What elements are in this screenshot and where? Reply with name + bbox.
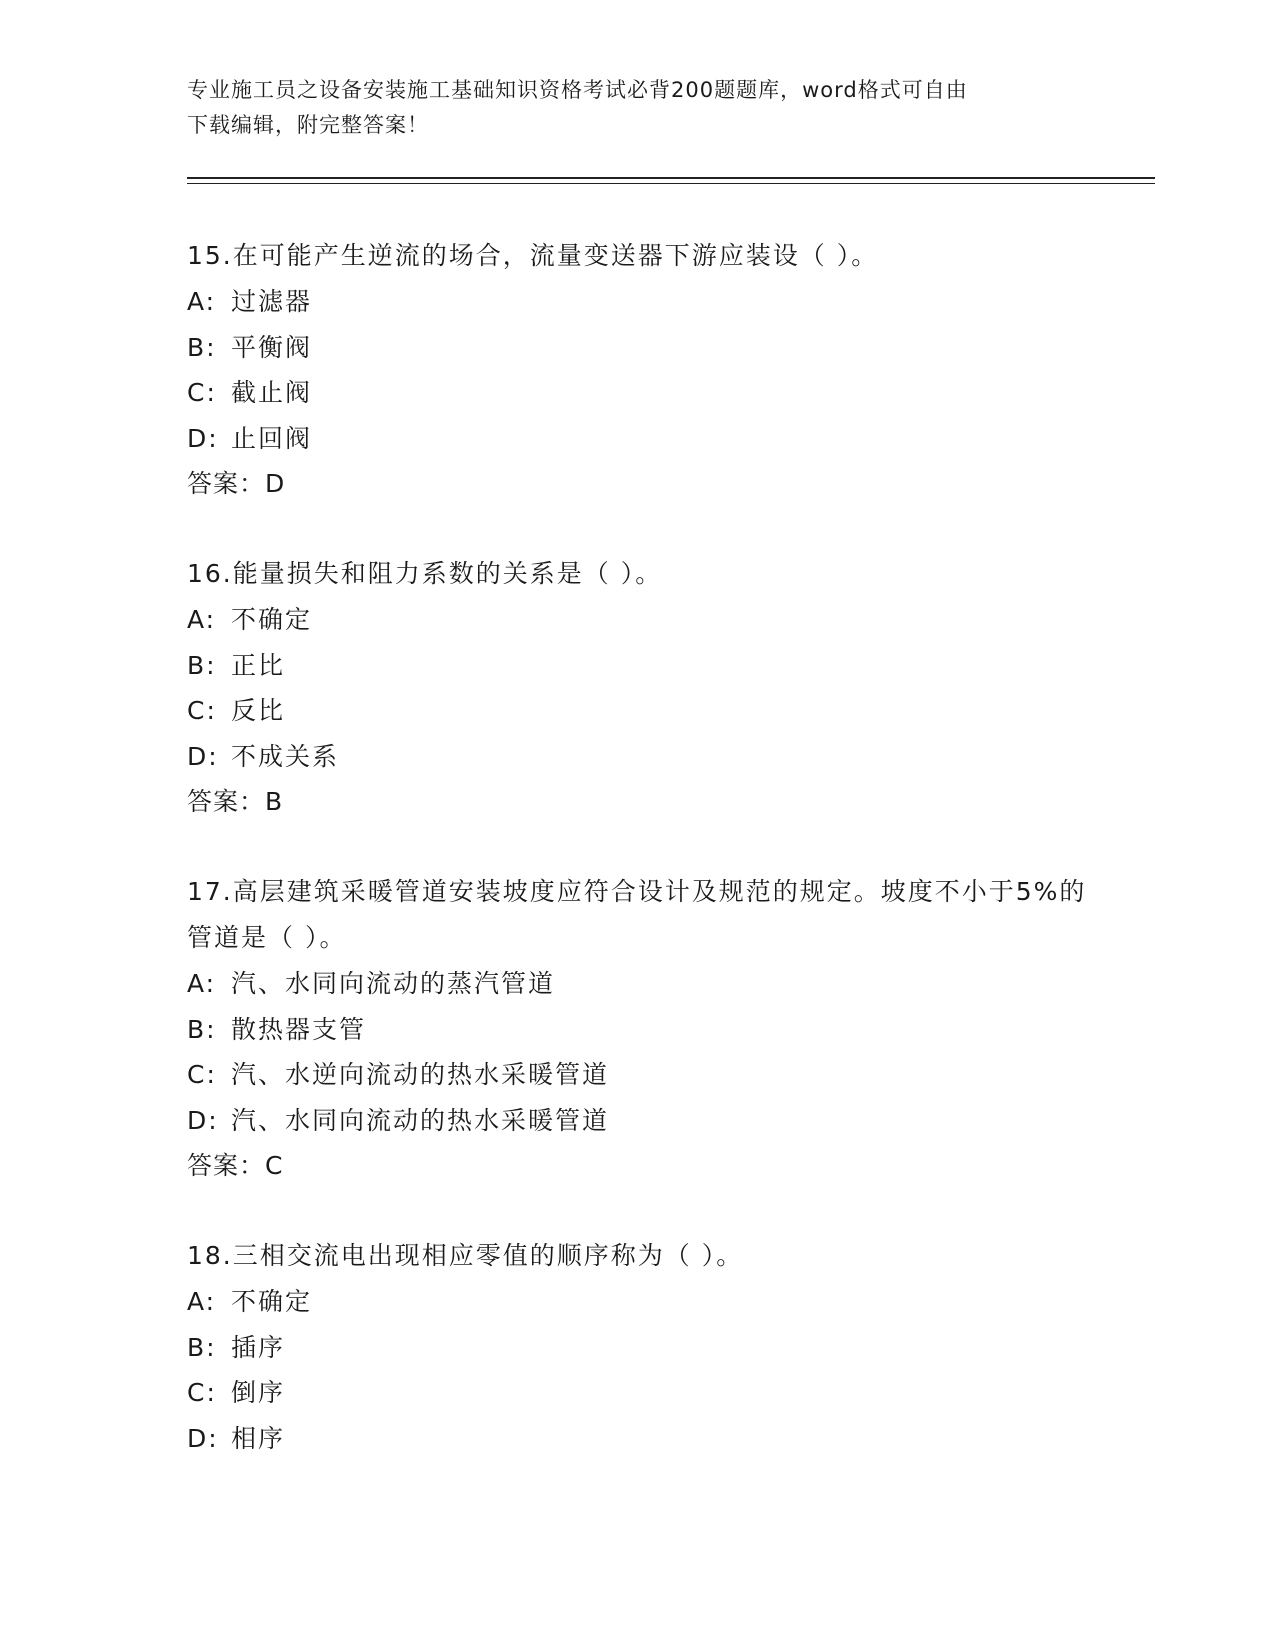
answer-line: 答案：D — [187, 469, 286, 498]
option-a — [187, 1279, 1087, 1325]
option-a — [187, 961, 1087, 1007]
option-text: 反比 — [231, 696, 286, 725]
option-text: 止回阀 — [231, 423, 313, 453]
option-text: 倒序 — [231, 1378, 286, 1407]
question-text: 在可能产生逆流的场合，流量变送器下游应装设（ ）。 — [232, 241, 879, 270]
option-text: 汽、水逆向流动的热水采暖管道 — [231, 1060, 610, 1089]
option-c — [187, 688, 1087, 734]
option-letter: B: — [187, 650, 217, 680]
option-letter: B: — [187, 1332, 217, 1362]
option-letter: D: — [187, 1423, 219, 1453]
option-letter: C: — [187, 1060, 217, 1089]
question-17 — [187, 869, 1087, 1189]
question-stem — [187, 1233, 1087, 1279]
option-text: 不确定 — [231, 605, 313, 634]
question-text: 高层建筑采暖管道安装坡度应符合设计及规范的规定。坡度不小于5%的管道是（ ）。 — [187, 877, 1087, 952]
question-number: 18. — [187, 1241, 233, 1270]
question-15 — [187, 233, 1087, 507]
option-letter: C: — [187, 696, 217, 725]
option-c — [187, 370, 1087, 416]
option-b — [187, 1325, 1087, 1371]
question-text: 能量损失和阻力系数的关系是（ ）。 — [232, 559, 663, 588]
option-letter: A: — [187, 605, 217, 634]
question-number: 17. — [187, 877, 233, 906]
option-text: 相序 — [231, 1423, 286, 1453]
option-letter: C: — [187, 1378, 217, 1407]
option-b — [187, 325, 1087, 371]
option-text: 插序 — [231, 1332, 286, 1362]
option-letter: D: — [187, 1105, 219, 1135]
option-text: 截止阀 — [231, 378, 313, 407]
question-18 — [187, 1233, 1087, 1461]
option-text: 不确定 — [231, 1287, 313, 1316]
question-number: 16. — [187, 559, 233, 588]
option-text: 正比 — [231, 650, 286, 680]
question-16 — [187, 551, 1087, 825]
question-text: 三相交流电出现相应零值的顺序称为（ ）。 — [232, 1241, 744, 1270]
option-text: 汽、水同向流动的蒸汽管道 — [231, 969, 556, 998]
option-letter: B: — [187, 332, 217, 362]
document-header — [187, 73, 1067, 143]
option-text: 不成关系 — [231, 741, 340, 771]
option-text: 散热器支管 — [231, 1014, 367, 1044]
option-letter: A: — [187, 287, 217, 316]
option-d — [187, 1416, 1087, 1462]
option-a — [187, 597, 1087, 643]
header-title-line-2: 下载编辑，附完整答案！ — [187, 113, 429, 137]
option-text: 汽、水同向流动的热水采暖管道 — [231, 1105, 610, 1135]
option-d — [187, 734, 1087, 780]
option-d — [187, 416, 1087, 462]
option-letter: D: — [187, 741, 219, 771]
option-a — [187, 279, 1087, 325]
question-stem — [187, 233, 1087, 279]
header-title-line-1: 专业施工员之设备安装施工基础知识资格考试必背200题题库，word格式可自由 — [187, 78, 968, 102]
option-letter: A: — [187, 1287, 217, 1316]
option-letter: C: — [187, 378, 217, 407]
header-divider-thin — [187, 183, 1155, 184]
answer-line: 答案：C — [187, 1151, 284, 1180]
option-letter: B: — [187, 1014, 217, 1044]
header-divider-thick — [187, 177, 1155, 179]
option-text: 过滤器 — [231, 287, 313, 316]
option-text: 平衡阀 — [231, 332, 313, 362]
option-b — [187, 1007, 1087, 1053]
answer-line: 答案：B — [187, 787, 284, 816]
option-c — [187, 1052, 1087, 1098]
question-number: 15. — [187, 241, 233, 270]
question-stem — [187, 869, 1087, 961]
question-list — [187, 233, 1087, 1505]
question-stem — [187, 551, 1087, 597]
option-letter: A: — [187, 969, 217, 998]
option-letter: D: — [187, 423, 219, 453]
option-b — [187, 643, 1087, 689]
option-c — [187, 1370, 1087, 1416]
option-d — [187, 1098, 1087, 1144]
